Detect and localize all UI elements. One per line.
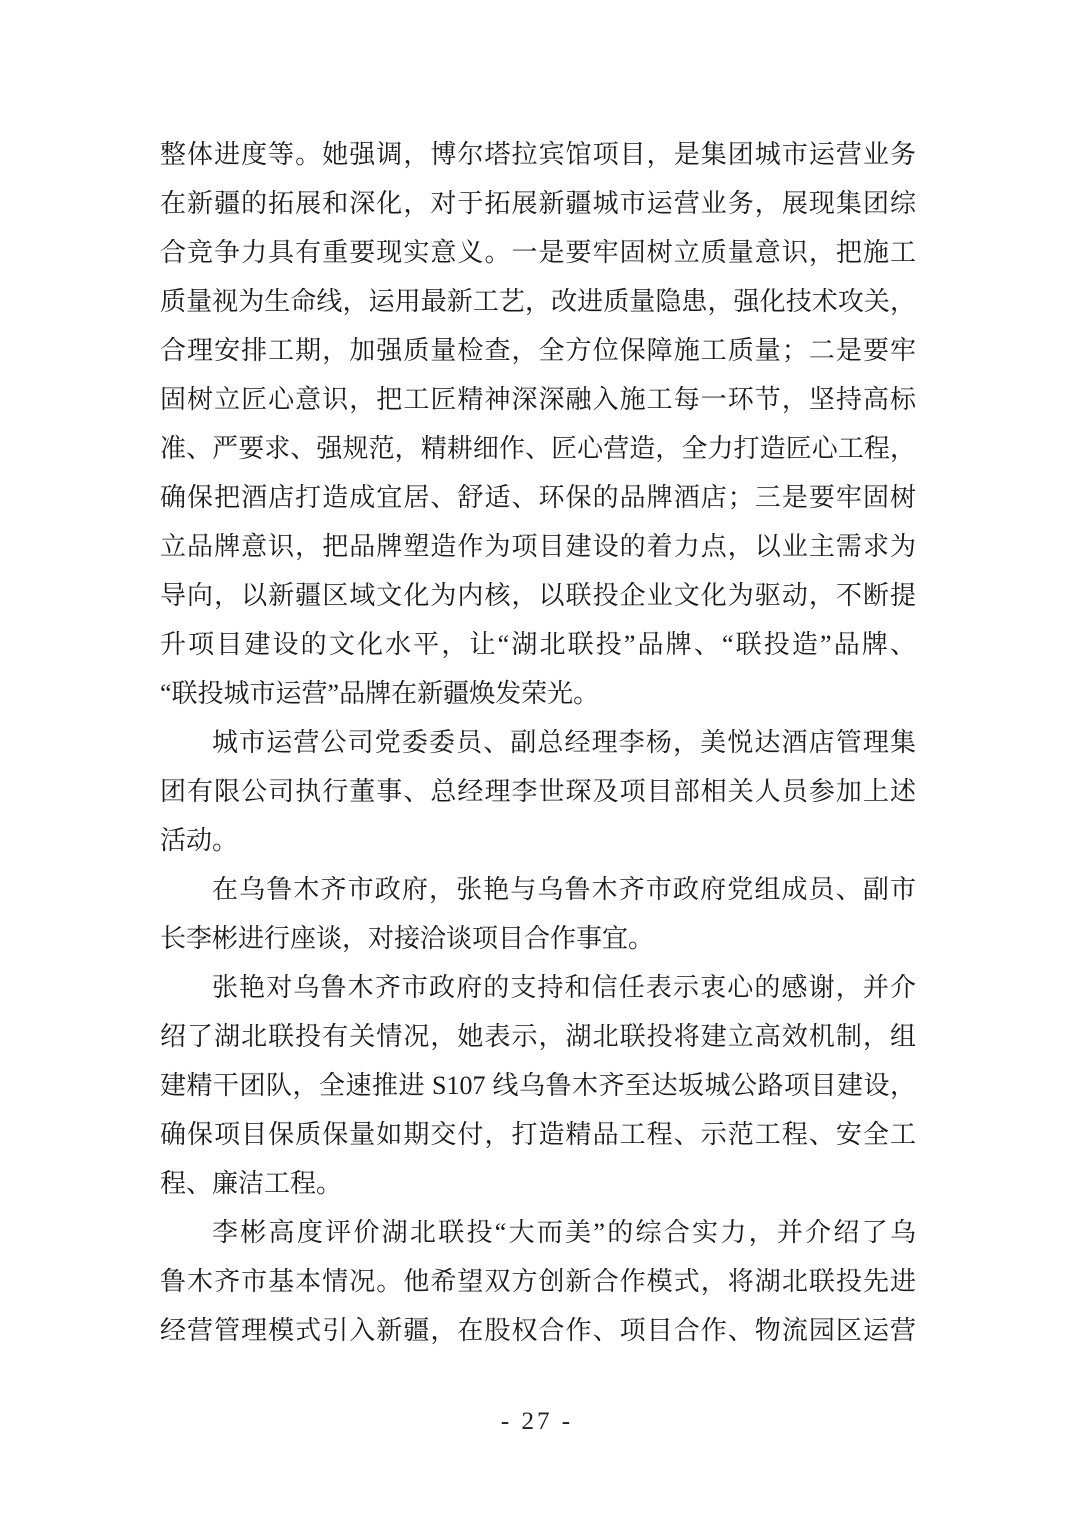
paragraph xyxy=(160,865,916,963)
text-line: 鲁木齐市基本情况。他希望双方创新合作模式，将湖北联投先进 xyxy=(160,1267,916,1296)
text-line: 城市运营公司党委委员、副总经理李杨，美悦达酒店管理集 xyxy=(212,728,916,757)
text-line: 张艳对乌鲁木齐市政府的支持和信任表示衷心的感谢，并介 xyxy=(212,973,916,1002)
text-line: 质量视为生命线，运用最新工艺，改进质量隐患，强化技术攻关， xyxy=(160,287,916,316)
text-line: 导向，以新疆区域文化为内核，以联投企业文化为驱动，不断提 xyxy=(160,581,916,610)
text-line: 确保把酒店打造成宜居、舒适、环保的品牌酒店；三是要牢固树 xyxy=(160,483,916,512)
text-line: “联投城市运营”品牌在新疆焕发荣光。 xyxy=(160,679,600,708)
text-line: 整体进度等。她强调，博尔塔拉宾馆项目，是集团城市运营业务 xyxy=(160,140,916,169)
paragraph xyxy=(160,963,916,1208)
paragraph xyxy=(160,1208,916,1355)
text-line: 升项目建设的文化水平，让“湖北联投”品牌、“联投造”品牌、 xyxy=(160,630,916,659)
paragraph xyxy=(160,130,916,718)
document-body xyxy=(160,130,916,1355)
text-line: 经营管理模式引入新疆，在股权合作、项目合作、物流园区运营 xyxy=(160,1316,916,1345)
text-line: 建精干团队，全速推进 S107 线乌鲁木齐至达坂城公路项目建设， xyxy=(160,1071,916,1100)
text-line: 合竞争力具有重要现实意义。一是要牢固树立质量意识，把施工 xyxy=(160,238,916,267)
text-line: 绍了湖北联投有关情况，她表示，湖北联投将建立高效机制，组 xyxy=(160,1022,916,1051)
text-line: 长李彬进行座谈，对接洽谈项目合作事宜。 xyxy=(160,924,655,953)
text-line: 固树立匠心意识，把工匠精神深深融入施工每一环节，坚持高标 xyxy=(160,385,916,414)
text-line: 确保项目保质保量如期交付，打造精品工程、示范工程、安全工 xyxy=(160,1120,916,1149)
text-line: 在新疆的拓展和深化，对于拓展新疆城市运营业务，展现集团综 xyxy=(160,189,916,218)
text-line: 准、严要求、强规范，精耕细作、匠心营造，全力打造匠心工程， xyxy=(160,434,916,463)
page-number: - 27 - xyxy=(500,1408,574,1435)
text-line: 立品牌意识，把品牌塑造作为项目建设的着力点，以业主需求为 xyxy=(160,532,916,561)
text-line: 在乌鲁木齐市政府，张艳与乌鲁木齐市政府党组成员、副市 xyxy=(212,875,916,904)
text-line: 活动。 xyxy=(160,826,239,855)
text-line: 李彬高度评价湖北联投“大而美”的综合实力，并介绍了乌 xyxy=(212,1218,916,1247)
text-line: 合理安排工期，加强质量检查，全方位保障施工质量；二是要牢 xyxy=(160,336,916,365)
paragraph xyxy=(160,718,916,865)
text-line: 团有限公司执行董事、总经理李世琛及项目部相关人员参加上述 xyxy=(160,777,916,806)
text-line: 程、廉洁工程。 xyxy=(160,1169,343,1198)
